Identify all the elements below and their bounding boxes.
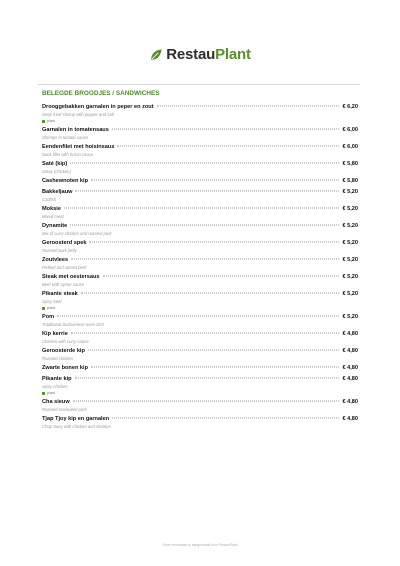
item-name: Drooggebakken garnalen in peper en zout [42,104,154,110]
menu-item-row [42,348,358,356]
item-description: Deep fried shrimp with pepper and salt [42,112,114,117]
item-price: € 4,80 [342,365,358,371]
menu-item [42,240,358,254]
dot-leader [71,259,339,260]
menu-item-row [42,223,358,231]
menu-list [42,104,358,433]
item-name: Pom [42,314,55,320]
dot-leader [70,163,339,164]
plant-tag-icon [42,307,45,310]
item-description: Roasted marinated pork [42,407,87,412]
dot-leader [81,293,340,294]
item-description: Chop Suey with chicken and shrimps [42,424,111,429]
section-title: BELEGDE BROODJES / SANDWICHES [42,90,160,97]
item-description: Mixed meat [42,214,64,219]
menu-item-row [42,127,358,135]
item-name: Geroosterde kip [42,348,85,354]
menu-item-row [42,178,358,186]
menu-item-row [42,274,358,282]
menu-item-row [42,314,358,322]
dot-leader [71,333,340,334]
item-name: Zoutvlees [42,257,69,263]
menu-item [42,274,358,288]
menu-item [42,206,358,220]
menu-item [42,178,358,186]
brand-name: RestauPlant [166,46,251,63]
item-price: € 6,20 [342,104,358,110]
item-name: Steak met oestersaus [42,274,100,280]
item-price: € 4,80 [342,416,358,422]
menu-item [42,291,358,311]
dot-leader [64,208,339,209]
menu-item [42,189,358,203]
menu-item [42,223,358,237]
menu-item-row [42,376,358,384]
item-price: € 4,80 [342,331,358,337]
menu-item-row [42,240,358,248]
item-name: Geroosterd spek [42,240,87,246]
dot-leader [112,418,339,419]
item-description: Satay (chicken) [42,169,71,174]
item-price: € 5,80 [342,178,358,184]
dot-leader [103,276,340,277]
item-description: Shrimps in tomato sauce [42,135,89,140]
item-name: Pikante kip [42,376,72,382]
plant-tag-icon [42,392,45,395]
item-price: € 5,20 [342,314,358,320]
dot-leader [57,316,339,317]
menu-item-row [42,291,358,299]
dot-leader [75,191,339,192]
item-name: Garnalen in tomatensaus [42,127,109,133]
menu-item [42,399,358,413]
item-name: Kip kerrie [42,331,68,337]
menu-item-row [42,144,358,152]
item-name: Cashewnoten kip [42,178,89,184]
menu-item-row [42,416,358,424]
menu-item [42,348,358,362]
item-price: € 4,80 [342,399,358,405]
plant-tag-label: plant [47,306,56,310]
menu-item [42,314,358,328]
dot-leader [70,225,339,226]
item-price: € 4,80 [342,376,358,382]
menu-item-row [42,206,358,214]
leaf-icon [149,48,163,62]
dot-leader [112,129,340,130]
dot-leader [91,180,339,181]
menu-item [42,104,358,124]
item-description: Spicy beef [42,299,62,304]
item-description: Traditional Surinamese oven dish [42,322,104,327]
item-description: Roasted pork belly [42,248,77,253]
item-name: Dynamite [42,223,68,229]
item-description: Spicy chicken [42,384,68,389]
item-price: € 5,20 [342,189,358,195]
dot-leader [88,350,340,351]
item-name: Tjap Tjoy kip en garnalen [42,416,110,422]
item-name: Pikante steak [42,291,78,297]
dot-leader [157,106,340,107]
menu-item [42,365,358,373]
restauplant-logo [0,46,400,63]
item-price: € 5,20 [342,240,358,246]
plant-tag-label: plant [47,119,56,123]
item-description: Pickled and spiced beef [42,265,87,270]
item-price: € 5,80 [342,161,358,167]
menu-item [42,331,358,345]
plant-tag [42,305,358,311]
item-price: € 5,20 [342,274,358,280]
menu-item-row [42,104,358,112]
plant-tag [42,390,358,396]
menu-item-row [42,331,358,339]
menu-item [42,161,358,175]
dot-leader [117,146,339,147]
item-price: € 5,20 [342,223,358,229]
item-description: Duck fillet with hoisin sauce [42,152,94,157]
footer-text: Deze menukaart is aangemaakt door RestauPlant [162,543,238,547]
menu-item-row [42,399,358,407]
plant-tag-label: plant [47,391,56,395]
plant-tag [42,118,358,124]
menu-item [42,127,358,141]
menu-item [42,257,358,271]
item-price: € 5,20 [342,257,358,263]
menu-item [42,144,358,158]
item-description: Codfish [42,197,57,202]
item-price: € 4,80 [342,348,358,354]
dot-leader [89,242,339,243]
menu-item [42,416,358,430]
item-price: € 5,20 [342,291,358,297]
item-description: Chicken with curry sauce [42,339,89,344]
item-price: € 6,00 [342,127,358,133]
item-description: Roasted chicken [42,356,73,361]
item-name: Moksie [42,206,61,212]
menu-item-row [42,189,358,197]
item-description: Beef with oyster sauce [42,282,85,287]
menu-item-row [42,161,358,169]
item-price: € 6,00 [342,144,358,150]
item-name: Eendenfilet met hoisinsaus [42,144,115,150]
menu-item-row [42,365,358,373]
item-price: € 5,20 [342,206,358,212]
dot-leader [73,401,340,402]
item-name: Zwarte bonen kip [42,365,88,371]
dot-leader [91,367,339,368]
menu-item [42,376,358,396]
item-description: Mix of curry chicken and roasted pork [42,231,112,236]
plant-tag-icon [42,120,45,123]
dot-leader [75,378,340,379]
item-name: Bakkeljauw [42,189,73,195]
item-name: Cha sieuw [42,399,70,405]
item-name: Saté (kip) [42,161,68,167]
header-divider [38,84,360,85]
menu-item-row [42,257,358,265]
